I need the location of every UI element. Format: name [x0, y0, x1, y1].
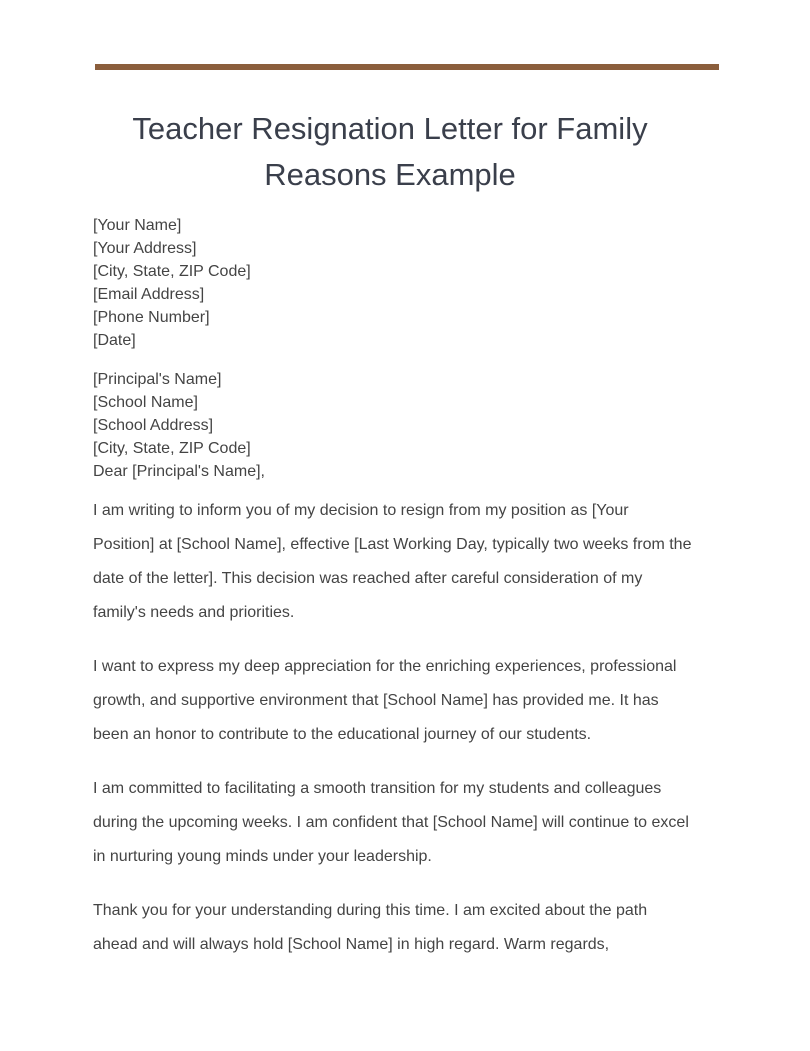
sender-city-state-zip: [City, State, ZIP Code]: [93, 263, 251, 280]
recipient-address-block: [93, 368, 693, 483]
sender-address: [Your Address]: [93, 240, 197, 257]
sender-address-block: [93, 214, 693, 352]
school-name: [School Name]: [93, 394, 198, 411]
top-divider: [95, 64, 719, 70]
school-address: [School Address]: [93, 417, 214, 434]
sender-name: [Your Name]: [93, 217, 182, 234]
body-paragraph-3: I am committed to facilitating a smooth transition for my students and colleagues during the upcoming weeks. I am confident that [School Name] will continue to excel in nurturing young minds under your leadership.: [93, 780, 689, 865]
principal-name: [Principal's Name]: [93, 371, 222, 388]
letter-date: [Date]: [93, 332, 136, 349]
body-paragraph-1: I am writing to inform you of my decision to resign from my position as [Your Position] at [School Name], effective [Last Working Day, typically two weeks from the date of the letter]. This decision was reached after careful consideration of my family's needs and priorities.: [93, 502, 692, 621]
body-paragraph-4: Thank you for your understanding during this time. I am excited about the path ahead and will always hold [School Name] in high regard. Warm regards,: [93, 902, 648, 953]
sender-email: [Email Address]: [93, 286, 205, 303]
salutation: Dear [Principal's Name],: [93, 463, 265, 480]
page-title: Teacher Resignation Letter for Family Reasons Example: [132, 111, 648, 192]
sender-phone: [Phone Number]: [93, 309, 210, 326]
recipient-city-state-zip: [City, State, ZIP Code]: [93, 440, 251, 457]
body-paragraph-2: I want to express my deep appreciation for the enriching experiences, professional growth, and supportive environment that [School Name] has provided me. It has been an honor to contribute to the educational journey of our students.: [93, 658, 677, 743]
